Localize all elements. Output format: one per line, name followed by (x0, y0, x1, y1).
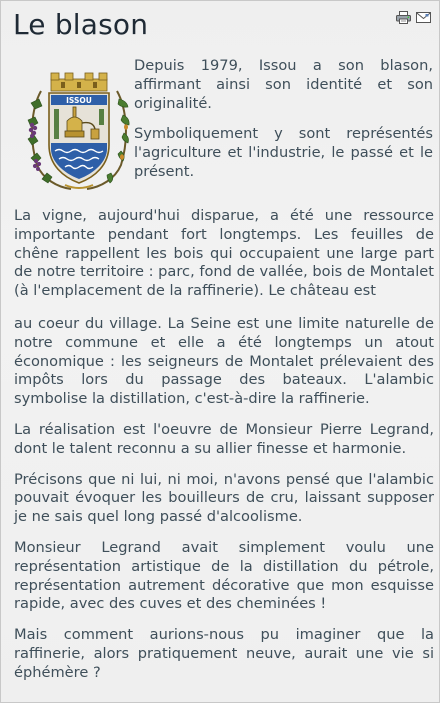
intro-paragraph: Symboliquement y sont représentés l'agriculture et l'industrie, le passé et le présent. (134, 125, 433, 180)
body-paragraph: Mais comment aurions-nous pu imaginer que la raffinerie, alors pratiquement neuve, aurait une vie si éphémère ? (14, 626, 434, 681)
printer-icon[interactable] (396, 11, 411, 24)
article-body (14, 207, 434, 695)
article-toolbar (396, 11, 431, 24)
body-paragraph: au coeur du village. La Seine est une limite naturelle de notre commune et elle a été longtemps un atout économique : les seigneurs de Montalet prélevaient des impôts lors du passage des bateaux. L'alambic symbolise la distillation, c'est-à-dire la raffinerie. (14, 314, 434, 408)
crest-label: ISSOU (66, 96, 92, 105)
intro-paragraph: Depuis 1979, Issou a son blason, affirmant ainsi son identité et son originalité. (134, 57, 433, 112)
body-paragraph: Précisons que ni lui, ni moi, n'avons pensé que l'alambic pouvait évoquer les bouilleurs de cru, laissant supposer je ne sais quel long passé d'alcoolisme. (14, 470, 434, 526)
body-paragraph: La vigne, aujourd'hui disparue, a été une ressource importante pendant fort longtemps. Les feuilles de chêne rappellent les bois qui occupaient une large part de notre territoire : parc, fond de vallée, bois de Montalet (à l'emplacement de la raffinerie). Le château est (14, 207, 434, 300)
email-icon[interactable] (416, 11, 431, 24)
coat-of-arms-icon (27, 69, 131, 193)
body-paragraph: Monsieur Legrand avait simplement voulu une représentation artistique de la distillation du pétrole, représentation autrement décorative que mon esquisse rapide, avec des cuves et des cheminées ! (14, 538, 434, 613)
body-paragraph: La réalisation est l'oeuvre de Monsieur Pierre Legrand, dont le talent reconnu a su allier finesse et harmonie. (14, 420, 434, 457)
page-title: Le blason (13, 8, 149, 41)
intro-text (134, 57, 433, 194)
